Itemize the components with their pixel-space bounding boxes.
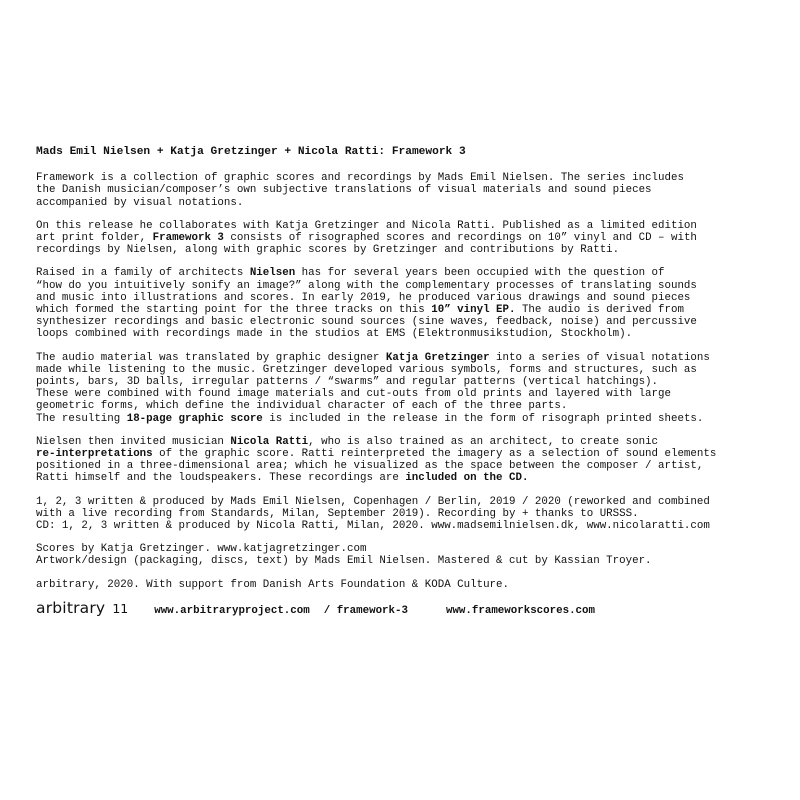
emphasis-reinterpretations: re-interpretations bbox=[36, 448, 153, 461]
text-line: accompanied by visual notations. bbox=[36, 196, 244, 209]
emphasis-graphic-score: 18-page graphic score bbox=[126, 412, 263, 425]
text-line: arbitrary, 2020. With support from Danish Arts Foundation & KODA Culture. bbox=[36, 578, 509, 591]
text-line: loops combined with recordings made in the studios at EMS (Elektronmusikstudion, Stockholm). bbox=[36, 328, 633, 341]
paragraph-gretzinger bbox=[36, 352, 776, 425]
emphasis-included-on-cd: included on the CD. bbox=[405, 472, 529, 485]
text-line: CD: 1, 2, 3 written & produced by Nicola Ratti, Milan, 2020. www.madsemilnielsen.dk, www.nicolaratti.com bbox=[36, 520, 710, 533]
text-line: made while listening to the music. Gretzinger developed various symbols, forms and structures, such as bbox=[36, 363, 697, 376]
text-line: and music into illustrations and scores. In early 2019, he produced various drawings and sound pieces bbox=[36, 291, 691, 304]
text-line: On this release he collaborates with Katja Gretzinger and Nicola Ratti. Published as a limited edition bbox=[36, 219, 697, 232]
emphasis-framework-3: Framework 3 bbox=[152, 232, 224, 245]
emphasis-nicola-ratti: Nicola Ratti bbox=[230, 435, 309, 448]
text-line: Framework is a collection of graphic scores and recordings by Mads Emil Nielsen. The series includes bbox=[36, 172, 684, 185]
text-line: synthesizer recordings and basic electronic sound sources (sine waves, feedback, noise) and percussive bbox=[36, 316, 697, 329]
text-line: re-interpretations of the graphic score. Ratti reinterpreted the imagery as a selection of sound elements bbox=[36, 448, 717, 461]
text-line: “how do you intuitively sonify an image?” along with the complementary processes of translating sounds bbox=[36, 279, 697, 292]
text-line: The audio material was translated by graphic designer Katja Gretzinger into a series of visual notations bbox=[36, 351, 710, 364]
text-line: 1, 2, 3 written & produced by Mads Emil Nielsen, Copenhagen / Berlin, 2019 / 2020 (reworked and combined bbox=[36, 495, 710, 508]
paragraph-credits bbox=[36, 496, 776, 533]
paragraph-label-support bbox=[36, 579, 776, 591]
liner-notes-sheet bbox=[36, 146, 776, 617]
text-line: recordings by Nielsen, along with graphic scores by Gretzinger and contributions by Ratti. bbox=[36, 244, 620, 257]
emphasis-vinyl-ep: 10” vinyl EP. bbox=[431, 304, 516, 317]
paragraph-intro bbox=[36, 172, 776, 209]
text-line: The resulting 18-page graphic score is included in the release in the form of risograph printed sheets. bbox=[36, 412, 704, 425]
emphasis-nielsen: Nielsen bbox=[249, 267, 296, 280]
text-line: positioned in a three-dimensional area; which he visualized as the space between the composer / artist, bbox=[36, 460, 704, 473]
text-line: geometric forms, which define the individual character of each of the three parts. bbox=[36, 400, 568, 413]
release-title: Mads Emil Nielsen + Katja Gretzinger + Nicola Ratti: Framework 3 bbox=[36, 146, 466, 158]
framework-3-path[interactable]: / framework-3 bbox=[323, 604, 408, 617]
text-line: the Danish musician/composer’s own subjective translations of visual materials and sound pieces bbox=[36, 184, 652, 197]
text-line: which formed the starting point for the three tracks on this 10” vinyl EP. The audio is derived from bbox=[36, 304, 684, 317]
text-line: art print folder, Framework 3 consists of risographed scores and recordings on 10” vinyl and CD – with bbox=[36, 232, 697, 245]
label-logo: arbitrary bbox=[36, 598, 106, 617]
text-line: Scores by Katja Gretzinger. www.katjagretzinger.com bbox=[36, 543, 367, 556]
text-line: These were combined with found image materials and cut-outs from old prints and layered with large bbox=[36, 388, 671, 401]
catalog-number: 11 bbox=[112, 600, 129, 616]
arbitrary-project-link[interactable]: www.arbitraryproject.com bbox=[154, 604, 310, 617]
paragraph-design-credits bbox=[36, 543, 776, 567]
text-line: points, bars, 3D balls, irregular patterns / “swarms” and regular patterns (vertical hatchings). bbox=[36, 376, 659, 389]
paragraph-ratti bbox=[36, 436, 776, 485]
paragraph-nielsen bbox=[36, 267, 776, 340]
text-line: Artwork/design (packaging, discs, text) by Mads Emil Nielsen. Mastered & cut by Kassian Troyer. bbox=[36, 555, 652, 568]
framework-scores-link[interactable]: www.frameworkscores.com bbox=[445, 604, 595, 617]
text-line: Nielsen then invited musician Nicola Ratti, who is also trained as an architect, to create sonic bbox=[36, 435, 659, 448]
footer-bar bbox=[36, 598, 776, 617]
text-line: with a live recording from Standards, Milan, September 2019). Recording by + thanks to URSSS. bbox=[36, 507, 639, 520]
paragraph-collaboration bbox=[36, 220, 776, 257]
text-line: Ratti himself and the loudspeakers. These recordings are included on the CD. bbox=[36, 472, 529, 485]
emphasis-katja-gretzinger: Katja Gretzinger bbox=[385, 351, 490, 364]
text-line: Raised in a family of architects Nielsen has for several years been occupied with the question of bbox=[36, 267, 665, 280]
